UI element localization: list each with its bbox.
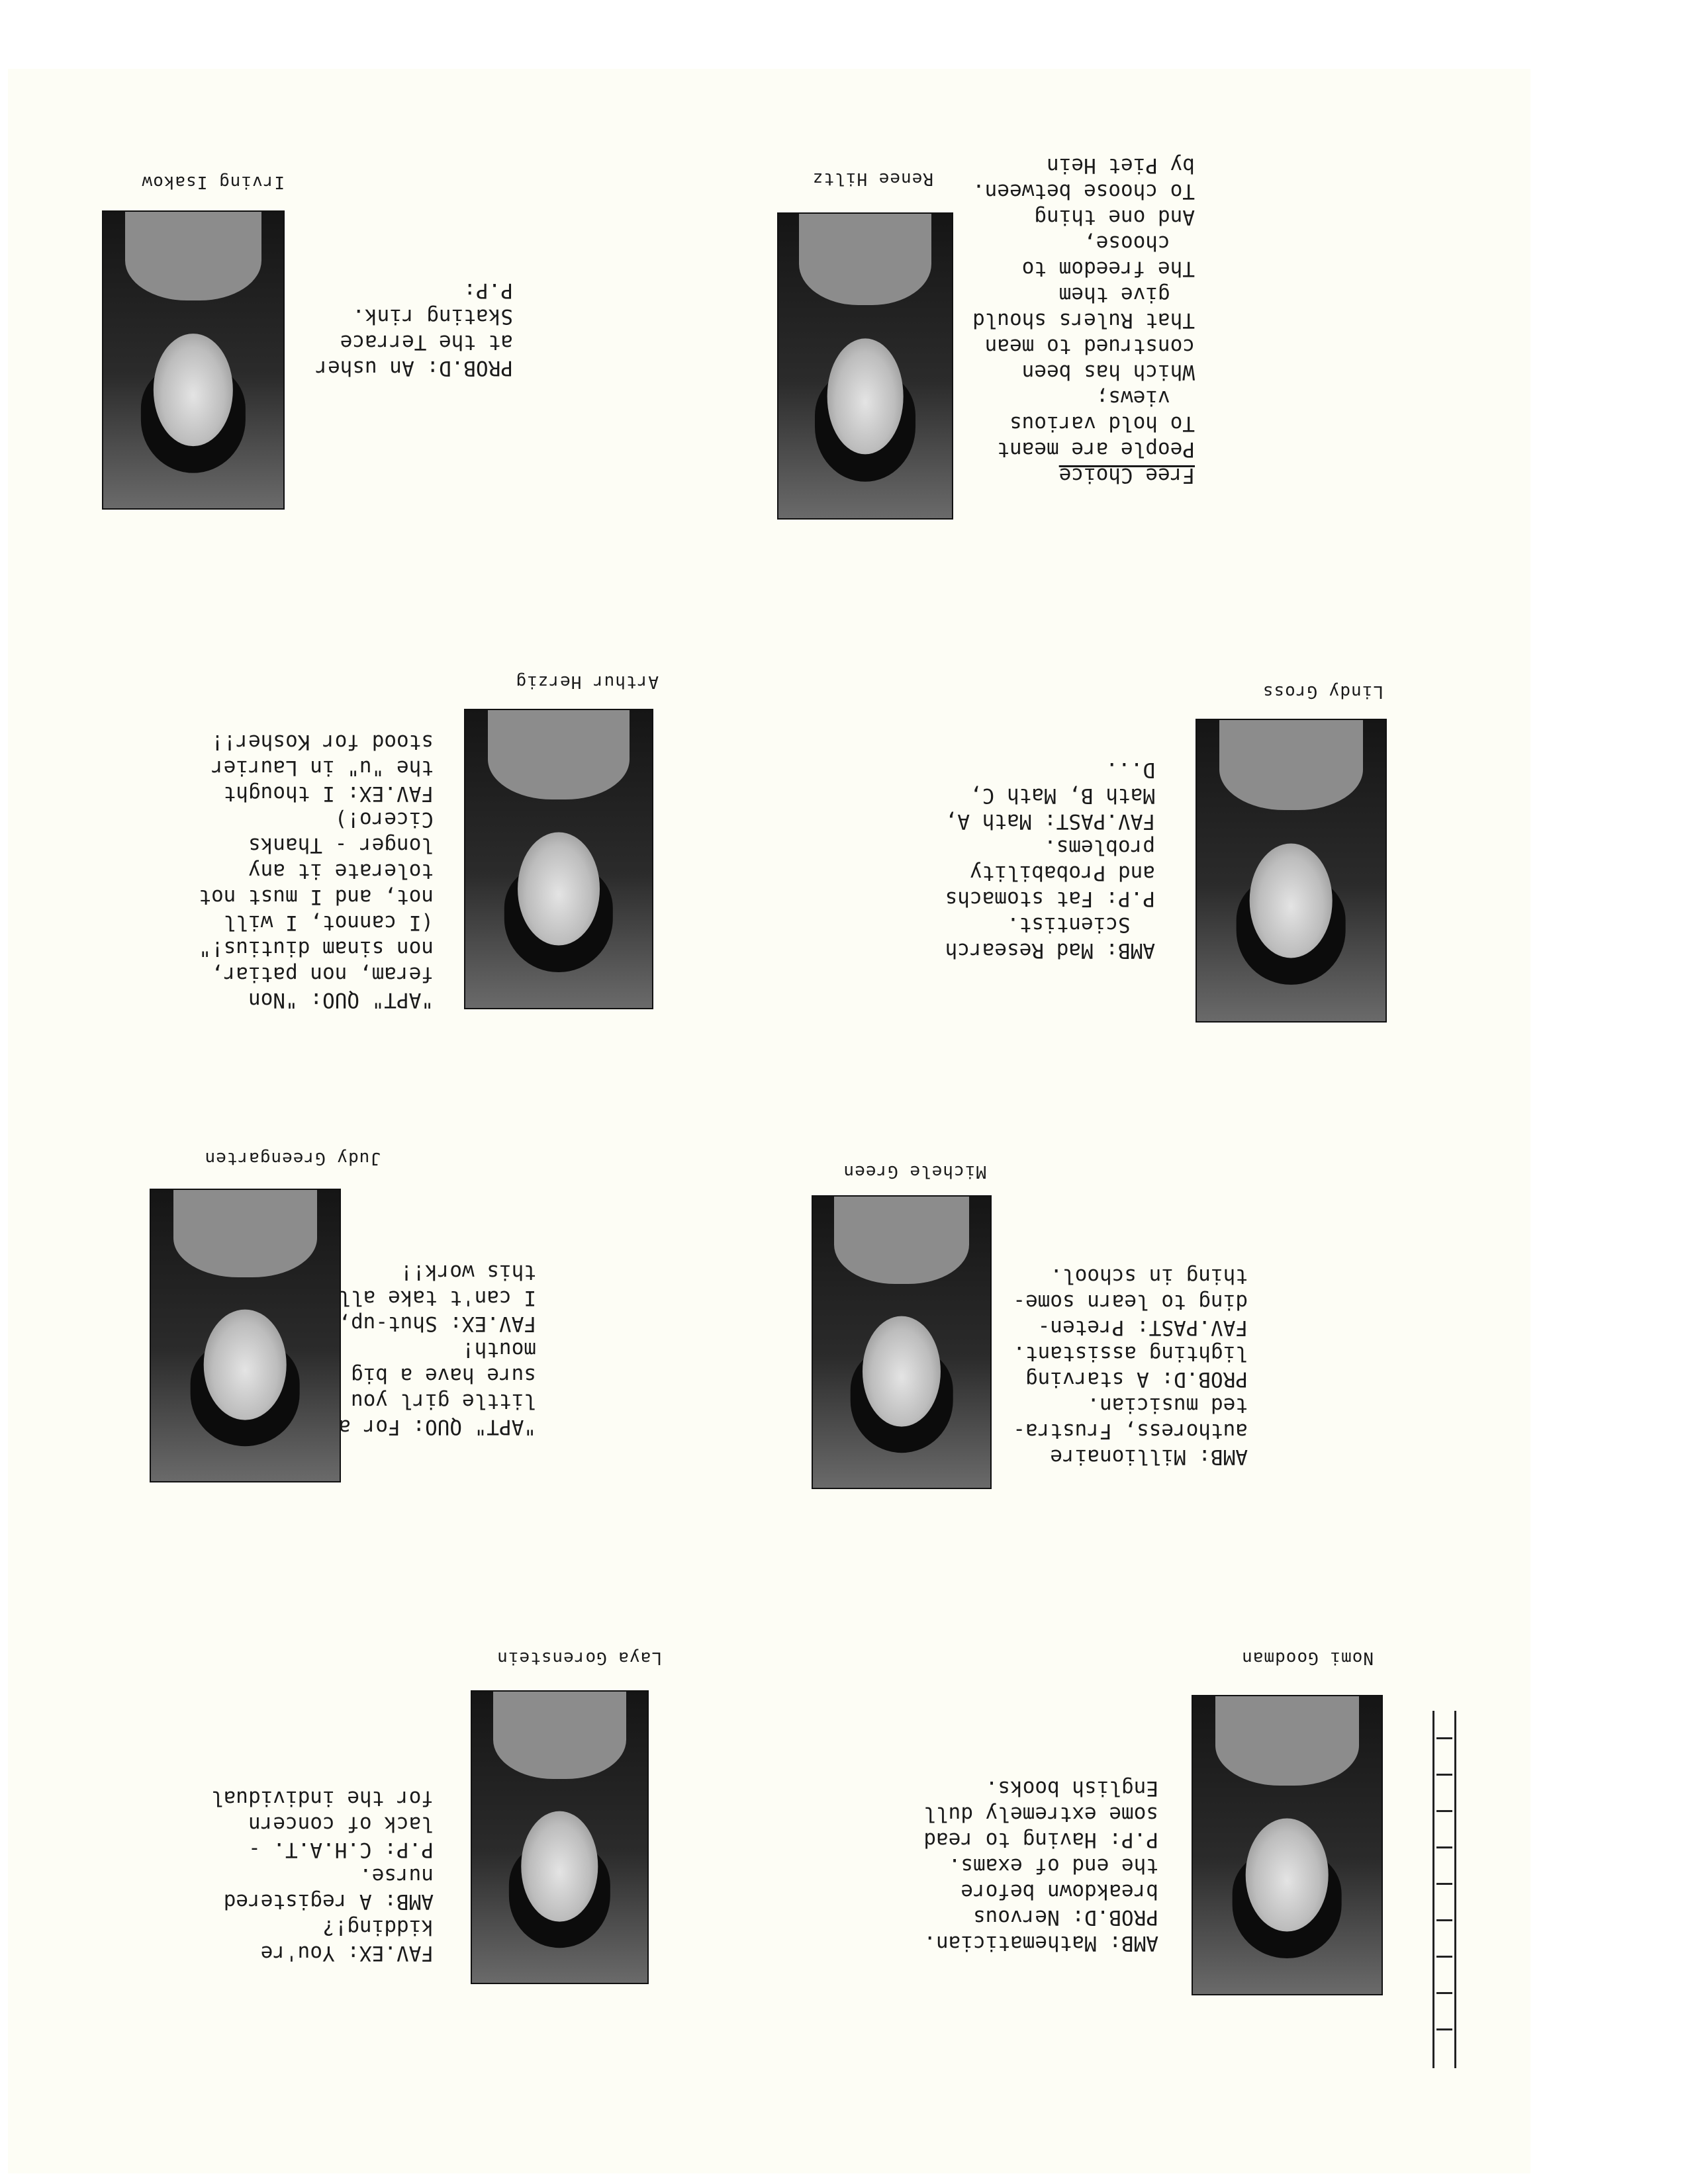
portrait-photo	[150, 1189, 341, 1482]
student-bio: AMB: Millionaire authoress, Frustra- ted musician. PROB.D: A starving lighting assistant. FAV.PAST: Preten- ding to learn some- thing in school.	[1013, 1264, 1248, 1469]
poem-block	[972, 126, 1195, 539]
portrait-photo	[464, 709, 653, 1009]
portrait-photo	[1196, 719, 1387, 1023]
student-name: Lindy Gross	[1262, 682, 1383, 702]
student-bio: AMB: Mad Research Scientist. P.P: Fat stomachs and Probability problems. FAV.PAST: Math A, Math B, Math C, D...	[945, 758, 1155, 962]
portrait-photo	[812, 1195, 992, 1489]
student-name: Laya Gorenstein	[496, 1648, 662, 1668]
student-bio: FAV.EX: You're kidding!? AMB: A registered nurse. P.P: C.H.A.T. - lack of concern for the individual	[211, 1786, 434, 1965]
student-bio: "APT" QUO: For a little girl you sure have a big mouth! FAV.EX: Shut-up, I can't take all this work!!	[338, 1260, 536, 1439]
portrait-photo	[1192, 1695, 1383, 1995]
student-name: Renee Hiltz	[812, 169, 933, 189]
student-bio: AMB: Mathematician. PROB.D: Nervous breakdown before the end of exams. P.P: Having to read some extremely dull English books.	[923, 1776, 1158, 1955]
student-name: Michele Green	[843, 1161, 986, 1181]
student-name: Irving Isakow	[141, 172, 285, 192]
student-name: Nomi Goodman	[1241, 1648, 1374, 1668]
student-name: Judy Greengarten	[204, 1148, 381, 1168]
student-name: Arthur Herzig	[515, 672, 659, 692]
poem-title: Free Choice	[1058, 463, 1195, 487]
student-bio: PROB.D: An usher at the Terrace Skating rink. P.P:	[315, 279, 513, 380]
side-decoration	[1432, 1711, 1456, 2068]
portrait-photo	[102, 210, 285, 510]
portrait-photo	[471, 1690, 649, 1984]
portrait-photo	[777, 212, 953, 520]
student-bio: "APT" QUO: "Non feram, non patiar, non sinam diutius!" (I cannot, I will not, and I must not tolerate it any longer - Thanks Cicero!) FAV.EX: I thought the "u" in Laurier stood for Kosher!!	[199, 730, 434, 1012]
poem-text: People are meant To hold various views; Which has been construed to mean That Rulers should give them The freedom to choose, And one thing To choose between. by Piet Hein	[972, 154, 1195, 461]
